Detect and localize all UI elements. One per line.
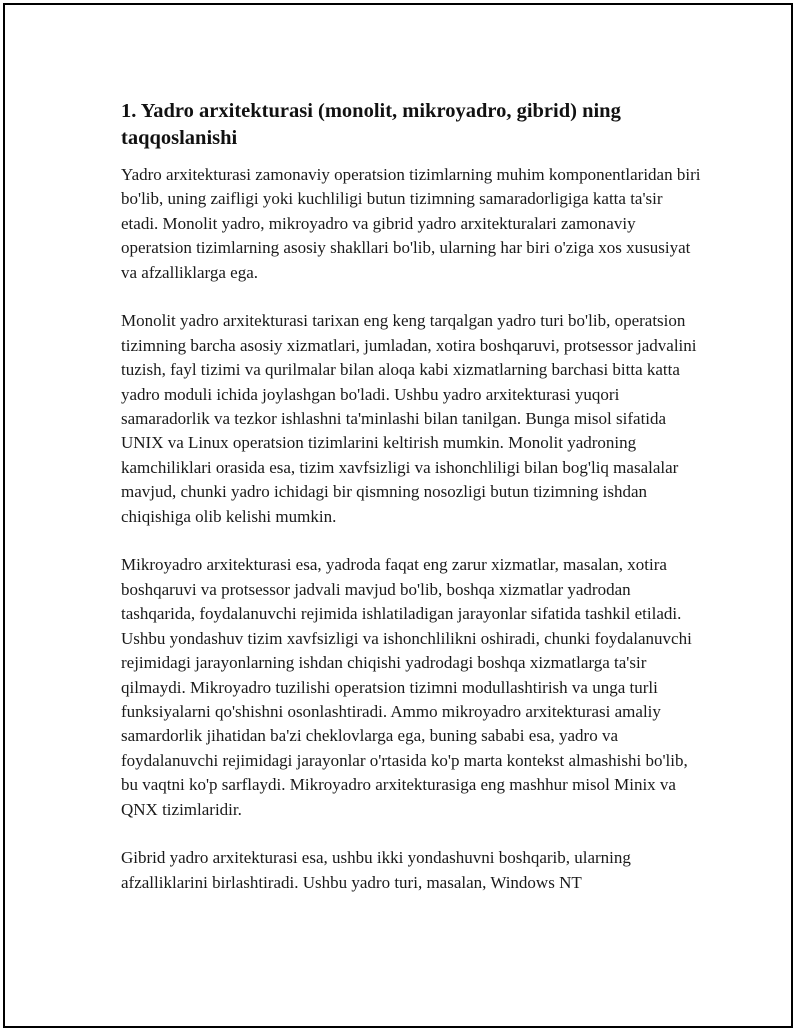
document-content — [121, 98, 701, 920]
document-page — [3, 3, 793, 1028]
paragraph-monolithic: Monolit yadro arxitekturasi tarixan eng keng tarqalgan yadro turi bo'lib, operatsion tizimning barcha asosiy xizmatlari, jumladan, xotira boshqaruvi, protsessor jadvalini tuzish, fayl tizimi va qurilmalar bilan aloqa kabi xizmatlarning barchasi bitta katta yadro moduli ichida joylashgan bo'ladi. Ushbu yadro arxitekturasi yuqori samaradorlik va tezkor ishlashni ta'minlashi bilan tanilgan. Bunga misol sifatida UNIX va Linux operatsion tizimlarini keltirish mumkin. Monolit yadroning kamchiliklari orasida esa, tizim xavfsizligi va ishonchliligi bilan bog'liq masalalar mavjud, chunki yadro ichidagi bir qismning nosozligi butun tizimning ishdan chiqishiga olib kelishi mumkin. — [121, 311, 697, 526]
section-heading: 1. Yadro arxitekturasi (monolit, mikroyadro, gibrid) ning taqqoslanishi — [121, 100, 621, 149]
paragraph-hybrid: Gibrid yadro arxitekturasi esa, ushbu ikki yondashuvni boshqarib, ularning afzalliklarini birlashtiradi. Ushbu yadro turi, masalan, Windows NT — [121, 848, 631, 892]
paragraph-intro: Yadro arxitekturasi zamonaviy operatsion tizimlarning muhim komponentlaridan biri bo'lib, uning zaifligi yoki kuchliligi butun tizimning samaradorligiga katta ta'sir etadi. Monolit yadro, mikroyadro va gibrid yadro arxitekturalari zamonaviy operatsion tizimlarning asosiy shakllari bo'lib, ularning har biri o'ziga xos xususiyat va afzalliklarga ega. — [121, 165, 701, 282]
paragraph-microkernel: Mikroyadro arxitekturasi esa, yadroda faqat eng zarur xizmatlar, masalan, xotira boshqaruvi va protsessor jadvali mavjud bo'lib, boshqa xizmatlar yadrodan tashqarida, foydalanuvchi rejimida ishlatiladigan jarayonlar sifatida tashkil etiladi. Ushbu yondashuv tizim xavfsizligi va ishonchlilikni oshiradi, chunki foydalanuvchi rejimidagi jarayonlarning ishdan chiqishi yadrodagi boshqa xizmatlarga ta'sir qilmaydi. Mikroyadro tuzilishi operatsion tizimni modullashtirish va unga turli funksiyalarni qo'shishni osonlashtiradi. Ammo mikroyadro arxitekturasi amaliy samardorlik jihatidan ba'zi cheklovlarga ega, buning sababi esa, yadro va foydalanuvchi rejimidagi jarayonlar o'rtasida ko'p marta kontekst almashishi bo'lib, bu vaqtni ko'p sarflaydi. Mikroyadro arxitekturasiga eng mashhur misol Minix va QNX tizimlaridir. — [121, 555, 692, 819]
